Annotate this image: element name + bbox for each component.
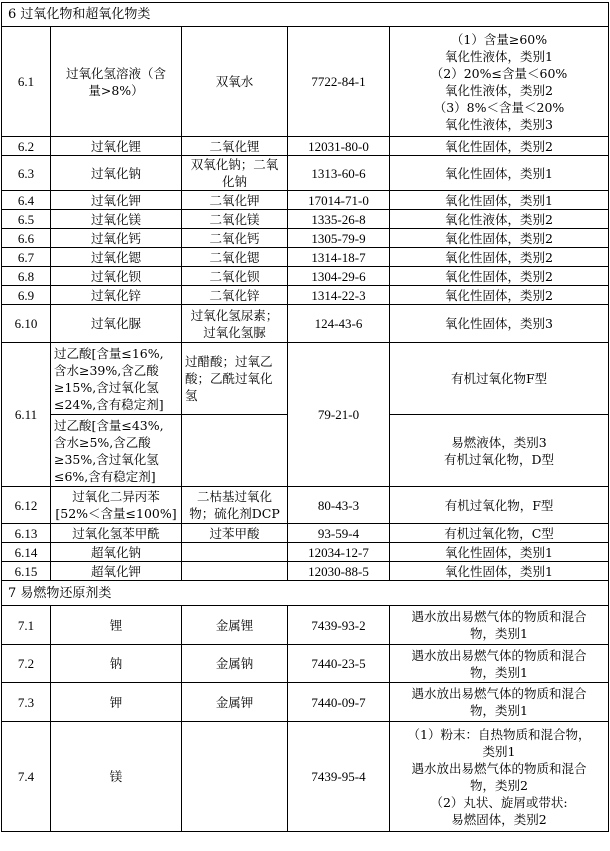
- chemical-name-text: 量>8%）: [88, 82, 144, 98]
- hazard-category-text: 遇水放出易燃气体的物质和混合: [411, 609, 587, 624]
- chemical-alias-text: 物；硫化剂DCP: [189, 506, 280, 521]
- section-title-text: 6 过氧化物和超氧化物类: [8, 7, 151, 22]
- section-title-text: 7 易燃物还原剂类: [8, 585, 112, 601]
- chemical-name: [51, 722, 182, 832]
- cas-number: [288, 543, 390, 562]
- table-row: [2, 645, 609, 683]
- row-number-text: 6.13: [14, 525, 38, 541]
- hazard-category: [390, 229, 609, 248]
- chemical-alias-text: 二枯基过氧化: [196, 489, 272, 504]
- chemical-name-text: 过氧化氢苯甲酰: [72, 525, 160, 541]
- row-number: [2, 543, 51, 562]
- cas-number: [288, 210, 390, 229]
- row-number-text: 6.12: [14, 497, 38, 513]
- chemical-name: [51, 27, 182, 137]
- row-number: [2, 722, 51, 832]
- chemical-name: [51, 137, 182, 156]
- cas-number: [288, 343, 390, 487]
- chemical-name: [51, 191, 182, 210]
- hazard-category-text: （2）20%≤含量＜60%: [430, 65, 568, 81]
- row-number-text: 6.14: [14, 544, 38, 560]
- hazard-category: [390, 286, 609, 305]
- chemical-name: [51, 543, 182, 562]
- table-row: [2, 562, 609, 581]
- row-number-text: 6.15: [14, 563, 38, 579]
- chemical-name-text: 过氧化脲: [90, 316, 141, 331]
- table-row: [2, 229, 609, 248]
- hazard-category-text: 氧化性固体，类别3: [445, 316, 554, 331]
- hazard-category-text: 氧化性固体，类别2: [445, 230, 554, 246]
- chemical-alias: [182, 645, 288, 683]
- hazard-category-text: 有机过氧化物F型: [450, 371, 548, 386]
- chemical-name-text: 过氧化锂: [90, 138, 141, 154]
- cas-number: [288, 305, 390, 343]
- hazard-category-text: 氧化性液体，类别2: [445, 211, 554, 227]
- hazard-category-text: 易燃液体，类别3: [451, 434, 547, 450]
- chemical-alias-text: 二氧化钾: [209, 192, 260, 208]
- chemical-name: [51, 210, 182, 229]
- hazard-category-text: 氧化性液体，类别1: [445, 48, 554, 64]
- cas-number: [288, 683, 390, 722]
- hazard-category-text: 氧化性固体，类别1: [445, 563, 554, 579]
- hazard-category: [390, 606, 609, 645]
- hazard-category-text: 氧化性固体，类别2: [445, 287, 554, 303]
- chemical-alias: [182, 524, 288, 543]
- hazard-category: [390, 415, 609, 487]
- hazard-category: [390, 191, 609, 210]
- chemical-alias-text: 二氧化镁: [209, 211, 260, 227]
- chemical-name: [51, 683, 182, 722]
- cas-number: [288, 267, 390, 286]
- cas-number-text: 7440-09-7: [311, 694, 366, 710]
- row-number-text: 6.8: [17, 268, 35, 284]
- cas-number: [288, 645, 390, 683]
- row-number: [2, 286, 51, 305]
- hazard-category-text: （3）8%＜含量＜20%: [433, 99, 565, 115]
- chemical-alias: [182, 248, 288, 267]
- hazard-category-text: 氧化性液体，类别3: [445, 116, 554, 132]
- cas-number: [288, 487, 390, 524]
- cas-number-text: 12034-12-7: [308, 544, 369, 560]
- chemical-name-text: 过氧化钙: [90, 230, 141, 246]
- cas-number-text: 80-43-3: [317, 497, 360, 513]
- hazard-category: [390, 562, 609, 581]
- table-row: [2, 248, 609, 267]
- chemical-name-text: 超氧化钾: [90, 563, 141, 579]
- table-row: [2, 487, 609, 524]
- chemical-name-text: 含水≥5%,含乙酸: [54, 434, 151, 450]
- row-number-text: 6.4: [17, 192, 35, 208]
- hazard-category-text: 遇水放出易燃气体的物质和混合: [411, 686, 587, 701]
- chemical-name: [51, 248, 182, 267]
- row-number: [2, 191, 51, 210]
- chemical-alias-text: 二氧化钡: [209, 268, 260, 284]
- row-number: [2, 645, 51, 683]
- table-row: [2, 267, 609, 286]
- chemical-alias: [182, 343, 288, 415]
- chemical-alias: [182, 543, 288, 562]
- chemical-alias: [182, 27, 288, 137]
- hazard-category: [390, 267, 609, 286]
- cas-number-text: 1305-79-9: [311, 230, 366, 246]
- hazard-category-text: 遇水放出易燃气体的物质和混合: [411, 760, 587, 776]
- chemical-alias: [182, 487, 288, 524]
- hazard-category-text: 类别1: [482, 743, 516, 759]
- chemical-alias: [182, 286, 288, 305]
- chemical-name-text: ≥15%,含过氧化氢: [54, 379, 159, 395]
- chemical-alias: [182, 137, 288, 156]
- chemical-alias-text: 过氧化氢脲: [203, 324, 266, 340]
- row-number-text: 6.11: [14, 407, 38, 422]
- cas-number-text: 7439-93-2: [311, 617, 366, 633]
- hazard-category-text: 氧化性固体，类别1: [445, 192, 554, 208]
- chemical-alias: [182, 210, 288, 229]
- chemical-name-text: 过氧化锌: [90, 287, 141, 303]
- row-number-text: 6.5: [17, 211, 35, 227]
- cas-number-text: 79-21-0: [317, 407, 360, 422]
- chemical-alias-text: 双氧水: [215, 74, 254, 89]
- chemical-alias: [182, 415, 288, 487]
- cas-number: [288, 137, 390, 156]
- row-number-text: 7.3: [17, 694, 35, 710]
- cas-number: [288, 606, 390, 645]
- hazard-category: [390, 343, 609, 415]
- chemical-alias: [182, 683, 288, 722]
- hazard-category-text: 易燃固体，类别2: [451, 811, 547, 827]
- table-row: [2, 543, 609, 562]
- chemical-name-text: 过氧化钡: [90, 268, 141, 284]
- chemical-alias: [182, 305, 288, 343]
- chemical-name-text: [52%＜含量≤100%]: [55, 506, 177, 521]
- chemical-table: [1, 2, 609, 832]
- chemical-alias-text: 金属锂: [215, 617, 254, 633]
- hazard-category-text: 物，类别1: [470, 664, 528, 680]
- cas-number-text: 7439-95-4: [311, 769, 366, 784]
- hazard-category-text: 有机过氧化物，C型: [444, 525, 554, 541]
- chemical-alias: [182, 606, 288, 645]
- row-number-text: 6.3: [17, 165, 35, 181]
- table-row: [2, 606, 609, 645]
- hazard-category-text: 氧化性液体，类别2: [445, 82, 554, 98]
- row-number-text: 6.6: [17, 230, 35, 246]
- chemical-name: [51, 305, 182, 343]
- chemical-name: [51, 487, 182, 524]
- chemical-name-text: ≤6%,含有稳定剂]: [54, 468, 156, 484]
- hazard-category-text: 有机过氧化物，F型: [444, 497, 554, 513]
- row-number: [2, 156, 51, 191]
- row-number-text: 6.7: [17, 249, 35, 265]
- row-number-text: 7.4: [17, 769, 35, 784]
- chemical-alias-text: 过醋酸；过氧乙: [185, 354, 273, 369]
- cas-number-text: 124-43-6: [314, 316, 363, 331]
- chemical-name-text: 镁: [109, 769, 123, 784]
- table-row: [2, 156, 609, 191]
- chemical-name: [51, 524, 182, 543]
- chemical-alias-text: 双氧化钠；二氧: [190, 157, 279, 172]
- chemical-name-text: 含水≥39%,含乙酸: [54, 362, 159, 378]
- chemical-name-text: 钾: [109, 694, 123, 710]
- chemical-alias-text: 酸；乙酰过氧化: [185, 371, 273, 386]
- chemical-name-text: 锂: [109, 617, 123, 633]
- hazard-category: [390, 156, 609, 191]
- chemical-alias: [182, 191, 288, 210]
- chemical-name: [51, 645, 182, 683]
- hazard-category: [390, 210, 609, 229]
- row-number: [2, 487, 51, 524]
- chemical-alias-text: 二氧化锂: [209, 138, 260, 154]
- cas-number: [288, 248, 390, 267]
- section-title: [2, 3, 609, 27]
- row-number: [2, 27, 51, 137]
- chemical-alias-text: 过苯甲酸: [209, 525, 260, 541]
- cas-number-text: 12030-88-5: [308, 563, 369, 579]
- chemical-name: [51, 562, 182, 581]
- cas-number-text: 1314-18-7: [311, 249, 366, 265]
- hazard-category-text: 氧化性固体，类别2: [445, 249, 554, 265]
- row-number-text: 6.10: [14, 316, 38, 331]
- row-number-text: 7.2: [17, 656, 35, 671]
- table-row: [2, 343, 609, 415]
- cas-number: [288, 524, 390, 543]
- chemical-name-text: 过氧化氢溶液（含: [65, 65, 166, 81]
- table-row: [2, 683, 609, 722]
- row-number-text: 6.1: [17, 74, 35, 89]
- chemical-name: [51, 229, 182, 248]
- hazard-category-text: 遇水放出易燃气体的物质和混合: [411, 647, 587, 663]
- cas-number: [288, 562, 390, 581]
- table-row: [2, 27, 609, 137]
- chemical-alias: [182, 156, 288, 191]
- chemical-name: [51, 267, 182, 286]
- table-row: [2, 305, 609, 343]
- chemical-name: [51, 606, 182, 645]
- hazard-category: [390, 248, 609, 267]
- cas-number: [288, 156, 390, 191]
- row-number: [2, 210, 51, 229]
- section-header-row: [2, 581, 609, 606]
- chemical-alias: [182, 562, 288, 581]
- chemical-alias-text: 过氧化氢尿素；: [190, 307, 279, 323]
- chemical-alias-text: 氢: [185, 388, 198, 403]
- cas-number: [288, 191, 390, 210]
- chemical-alias-text: 金属钠: [215, 656, 254, 671]
- chemical-name-text: 过氧化钠: [90, 165, 141, 181]
- cas-number: [288, 286, 390, 305]
- cas-number-text: 93-59-4: [317, 525, 360, 541]
- chemical-name-text: 钠: [109, 656, 123, 671]
- chemical-alias-text: 金属钾: [215, 694, 254, 710]
- chemical-name-text: 过乙酸[含量≤43%,: [54, 417, 164, 433]
- chemical-alias-text: 二氧化锶: [209, 249, 260, 265]
- chemical-name-text: ≥35%,含过氧化氢: [54, 451, 159, 467]
- hazard-category-text: （2）丸状、旋屑或带状:: [430, 794, 568, 810]
- cas-number-text: 17014-71-0: [308, 192, 369, 208]
- table-row: [2, 210, 609, 229]
- row-number: [2, 562, 51, 581]
- hazard-category: [390, 683, 609, 722]
- row-number: [2, 137, 51, 156]
- table-row: [2, 137, 609, 156]
- chemical-name-text: 过氧化二异丙苯: [72, 489, 160, 504]
- hazard-category: [390, 137, 609, 156]
- chemical-alias: [182, 722, 288, 832]
- hazard-category-text: （1）粉末：自热物质和混合物，: [407, 726, 591, 742]
- table-row: [2, 722, 609, 832]
- hazard-category: [390, 722, 609, 832]
- chemical-name: [51, 286, 182, 305]
- cas-number-text: 1314-22-3: [311, 287, 366, 303]
- cas-number: [288, 27, 390, 137]
- chemical-name-text: 超氧化钠: [90, 544, 141, 560]
- row-number: [2, 606, 51, 645]
- hazard-category-text: 物，类别2: [470, 777, 528, 793]
- hazard-category: [390, 487, 609, 524]
- chemical-alias: [182, 267, 288, 286]
- hazard-category: [390, 27, 609, 137]
- row-number: [2, 267, 51, 286]
- hazard-category: [390, 645, 609, 683]
- row-number-text: 6.2: [17, 138, 35, 154]
- chemical-name: [51, 156, 182, 191]
- table-row: [2, 191, 609, 210]
- row-number: [2, 305, 51, 343]
- cas-number-text: 1335-26-8: [311, 211, 366, 227]
- row-number: [2, 683, 51, 722]
- chemical-name: [51, 415, 182, 487]
- hazard-category-text: （1）含量≥60%: [450, 31, 548, 47]
- hazard-category-text: 物，类别1: [470, 703, 528, 718]
- chemical-name-text: 过氧化镁: [90, 211, 141, 227]
- hazard-category-text: 氧化性固体，类别1: [445, 165, 554, 181]
- chemical-name-text: ≤24%,含有稳定剂]: [54, 396, 164, 412]
- row-number: [2, 343, 51, 487]
- chemical-alias: [182, 229, 288, 248]
- chemical-alias-text: 二氧化钙: [209, 230, 260, 246]
- table-row: [2, 286, 609, 305]
- chemical-name-text: 过乙酸[含量≤16%,: [54, 345, 164, 361]
- cas-number: [288, 229, 390, 248]
- hazard-category-text: 氧化性固体，类别2: [445, 138, 554, 154]
- hazard-category: [390, 543, 609, 562]
- row-number: [2, 524, 51, 543]
- chemical-alias-text: 二氧化锌: [209, 287, 260, 303]
- cas-number-text: 12031-80-0: [308, 138, 369, 154]
- cas-number: [288, 722, 390, 832]
- table-row: [2, 524, 609, 543]
- row-number-text: 7.1: [17, 617, 35, 633]
- hazard-category-text: 物，类别1: [470, 626, 528, 641]
- row-number: [2, 248, 51, 267]
- chemical-name-text: 过氧化锶: [90, 249, 141, 265]
- hazard-category-text: 有机过氧化物，D型: [444, 451, 555, 467]
- section-title: [2, 581, 609, 606]
- row-number-text: 6.9: [17, 287, 35, 303]
- chemical-name: [51, 343, 182, 415]
- hazard-category: [390, 524, 609, 543]
- chemical-alias-text: 化钠: [221, 174, 247, 189]
- cas-number-text: 7722-84-1: [311, 74, 366, 89]
- hazard-category-text: 氧化性固体，类别1: [445, 544, 554, 560]
- hazard-category: [390, 305, 609, 343]
- section-header-row: [2, 3, 609, 27]
- cas-number-text: 7440-23-5: [311, 656, 366, 671]
- cas-number-text: 1313-60-6: [311, 165, 366, 181]
- hazard-category-text: 氧化性固体，类别2: [445, 268, 554, 284]
- chemical-name-text: 过氧化钾: [90, 192, 141, 208]
- cas-number-text: 1304-29-6: [311, 268, 366, 284]
- row-number: [2, 229, 51, 248]
